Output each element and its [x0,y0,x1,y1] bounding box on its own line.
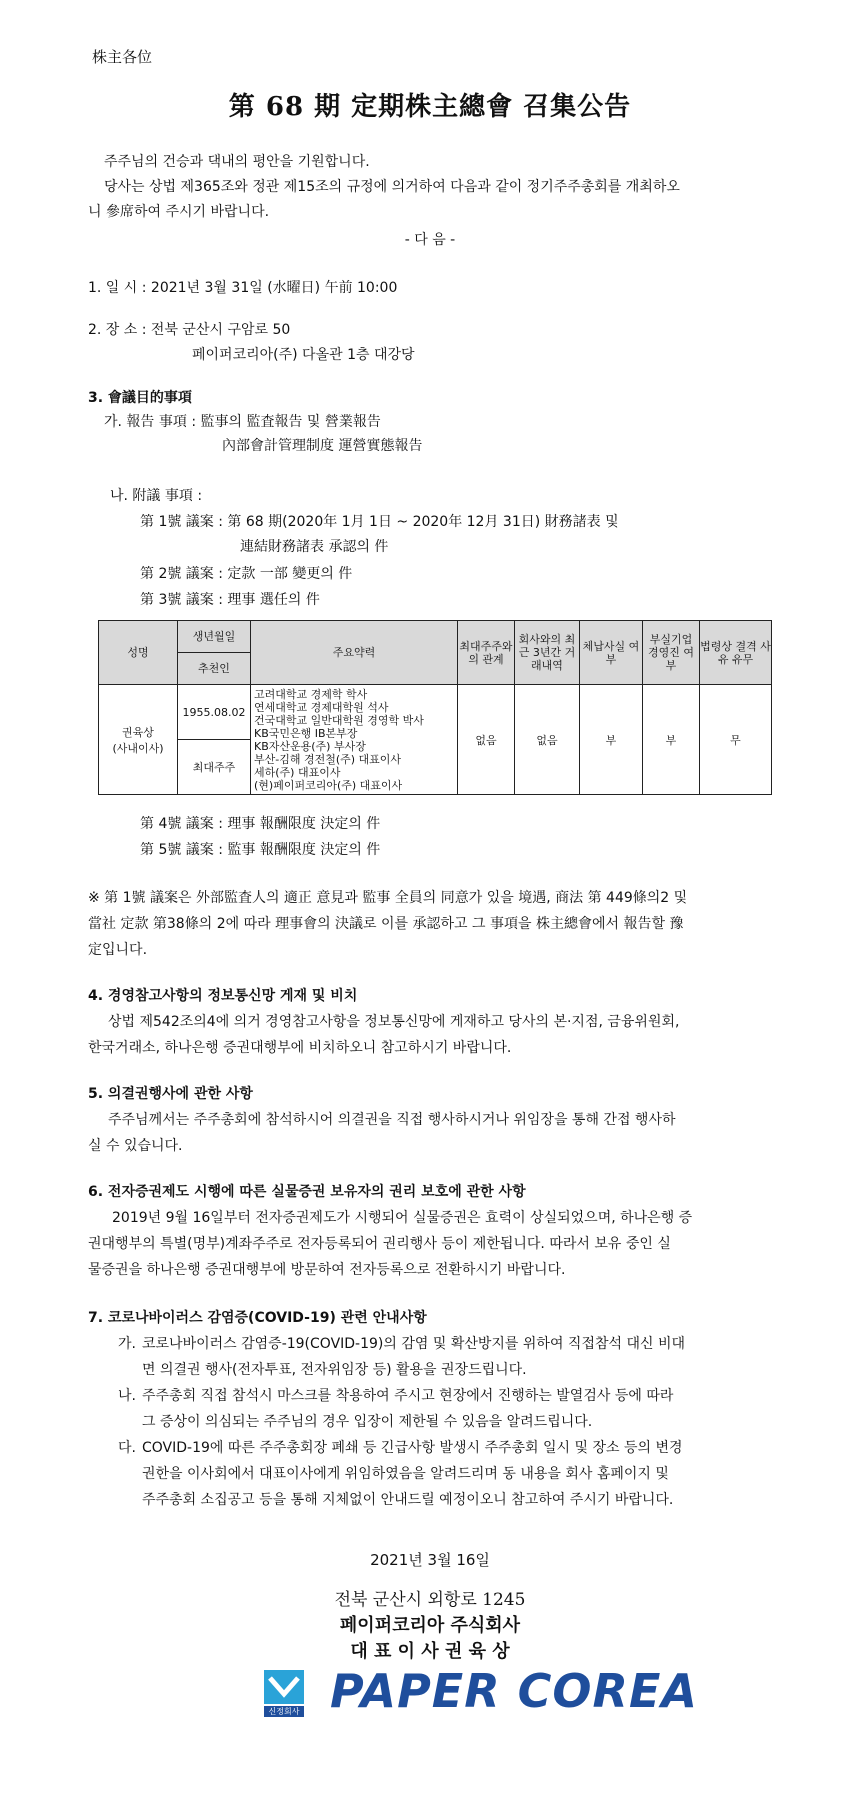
report-items-line-1: 가. 報告 事項 : 監事의 監査報告 및 營業報告 [104,414,381,430]
career-item: 고려대학교 경제학 학사 [254,687,368,701]
ceo-name: 대 표 이 사 권 육 상 [350,1641,510,1662]
th-birth: 생년월일 [178,621,251,653]
notice-date: 2021년 3월 16일 [370,1551,490,1569]
logo-subtext: 신정회사 [268,1707,300,1716]
note-line-3: 定입니다. [88,942,148,958]
section-2-place-detail: 페이퍼코리아(주) 다올관 1층 대강당 [192,347,415,363]
agenda-2: 第 2號 議案 : 定款 一部 變更의 件 [140,566,353,582]
covid-c-mark: 다. [118,1440,136,1456]
intro-line-1: 주주님의 건승과 댁내의 평안을 기원합니다. [104,154,370,170]
agenda-1-line-2: 連結財務諸表 承認의 件 [240,539,389,555]
career-item: 연세대학교 경제대학원 석사 [254,700,389,714]
section-6-line-2: 권대행부의 특별(명부)계좌주주로 전자등록되어 권리행사 등이 제한됩니다. 따라서 보유 중인 실 [88,1236,671,1252]
company-logo-text: PAPER COREA [330,1664,698,1718]
cell-insolvent: 부 [643,685,700,795]
cell-transactions: 없음 [515,685,580,795]
th-career: 주요약력 [251,621,458,685]
agenda-1-line-1: 第 1號 議案 : 第 68 期(2020年 1月 1日 ~ 2020年 12月 31日) 財務諸表 및 [140,514,619,530]
section-5-line-1: 주주님께서는 주주총회에 참석하시어 의결권을 직접 행사하시거나 위임장을 통해 간접 행사하 [108,1112,676,1128]
company-address: 전북 군산시 외항로 1245 [334,1590,526,1610]
section-4-heading: 4. 경영참고사항의 정보통신망 게재 및 비치 [88,988,358,1004]
cell-recommender: 최대주주 [178,740,251,795]
career-item: 부산-김해 경전철(주) 대표이사 [254,752,402,766]
agenda-3: 第 3號 議案 : 理事 選任의 件 [140,592,320,608]
section-6-heading: 6. 전자증권제도 시행에 따른 실물증권 보유자의 권리 보호에 관한 사항 [88,1184,526,1200]
intro-line-3: 니 參席하여 주시기 바랍니다. [88,204,270,220]
covid-c-line-3: 주주총회 소집공고 등을 통해 지체없이 안내드릴 예정이오니 참고하여 주시기 바랍니다. [142,1492,674,1508]
report-items-line-2: 內部會計管理制度 運營實態報告 [222,438,423,454]
greeting: 株主各位 [92,48,153,66]
cell-career [251,685,458,795]
th-tax: 체납사실 여부 [580,621,643,685]
cell-tax: 부 [580,685,643,795]
career-item: KB자산운용(주) 부사장 [254,739,366,753]
covid-b-mark: 나. [118,1388,136,1404]
th-disqualify: 법령상 결격 사유 유무 [700,621,772,685]
covid-a-line-2: 면 의결권 행사(전자투표, 전자위임장 등) 활용을 권장드립니다. [142,1362,527,1378]
section-2-place: 2. 장 소 : 전북 군산시 구암로 50 [88,322,291,338]
section-6-line-3: 물증권을 하나은행 증권대행부에 방문하여 전자등록으로 전환하시기 바랍니다. [88,1262,566,1278]
covid-a-line-1: 코로나바이러스 감염증-19(COVID-19)의 감염 및 확산방지를 위하여 직접참석 대신 비대 [142,1336,686,1352]
intro-line-2: 당사는 상법 제365조와 정관 제15조의 규정에 의거하여 다음과 같이 정기주주총회를 개최하오 [104,179,680,195]
company-name: 페이퍼코리아 주식회사 [339,1615,521,1636]
cell-relation: 없음 [458,685,515,795]
section-5-heading: 5. 의결권행사에 관한 사항 [88,1086,253,1102]
section-5-line-2: 실 수 있습니다. [88,1138,183,1154]
th-name: 성명 [99,621,178,685]
note-line-2: 當社 定款 第38條의 2에 따라 理事會의 決議로 이를 承認하고 그 事項을 株主總會에서 報告할 豫 [88,916,684,932]
cell-disqualify: 무 [700,685,772,795]
career-item: KB국민은행 IB본부장 [254,726,358,740]
covid-b-line-2: 그 증상이 의심되는 주주님의 경우 입장이 제한될 수 있음을 알려드립니다. [142,1414,593,1430]
intro-divider: - 다 음 - [404,232,456,248]
candidate-role: (사내이사) [112,741,164,755]
note-line-1: ※ 第 1號 議案은 外部監査人의 適正 意見과 監事 全員의 同意가 있을 境遇, 商法 第 449條의2 및 [88,890,688,906]
director-candidate-table [98,620,772,795]
covid-b-line-1: 주주총회 직접 참석시 마스크를 착용하여 주시고 현장에서 진행하는 발열검사 등에 따라 [142,1388,674,1404]
th-insolvent: 부실기업 경영진 여부 [643,621,700,685]
section-6-line-1: 2019년 9월 16일부터 전자증권제도가 시행되어 실물증권은 효력이 상실되었으며, 하나은행 증 [112,1210,693,1226]
career-item: (현)페이퍼코리아(주) 대표이사 [254,778,403,792]
career-item: 세하(주) 대표이사 [254,765,341,779]
section-3-heading: 3. 會議目的事項 [88,390,192,406]
covid-a-mark: 가. [118,1336,136,1352]
cell-birth: 1955.08.02 [178,685,251,740]
covid-c-line-1: COVID-19에 따른 주주총회장 폐쇄 등 긴급사항 발생시 주주총회 일시 및 장소 등의 변경 [142,1440,683,1456]
page-title: 第 68 期 定期株主總會 召集公告 [228,92,632,122]
covid-c-line-2: 권한을 이사회에서 대표이사에게 위임하였음을 알려드리며 동 내용을 회사 홈페이지 및 [142,1466,669,1482]
section-4-line-1: 상법 제542조의4에 의거 경영참고사항을 정보통신망에 게재하고 당사의 본·지점, 금융위원회, [108,1014,680,1030]
agenda-heading: 나. 附議 事項 : [110,488,203,504]
section-7-heading: 7. 코로나바이러스 감염증(COVID-19) 관련 안내사항 [88,1310,427,1326]
career-item: 건국대학교 일반대학원 경영학 박사 [254,713,424,727]
th-relation: 최대주주와의 관계 [458,621,515,685]
th-transactions: 회사와의 최근 3년간 거래내역 [515,621,580,685]
section-4-line-2: 한국거래소, 하나은행 증권대행부에 비치하오니 참고하시기 바랍니다. [88,1040,512,1056]
cell-name [99,685,178,795]
section-1-datetime: 1. 일 시 : 2021년 3월 31일 (水曜日) 午前 10:00 [88,280,398,296]
th-recommender: 추천인 [178,653,251,685]
agenda-5: 第 5號 議案 : 監事 報酬限度 決定의 件 [140,842,381,858]
agenda-4: 第 4號 議案 : 理事 報酬限度 決定의 件 [140,816,381,832]
company-logo-mark-icon [262,1668,306,1718]
candidate-name: 권육상 [122,725,154,739]
